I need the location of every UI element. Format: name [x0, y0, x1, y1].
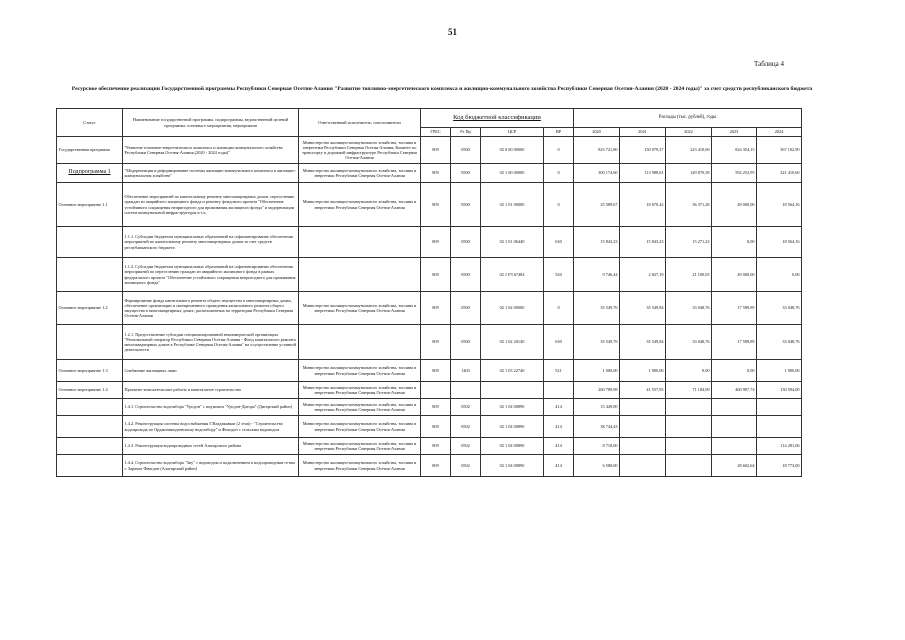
document-title: Ресурсное обеспечение реализации Государственной программы Республики Северная Осетия-Алания "Развитие топливно-энергетического комплекса и жилищно-коммунального хозяйства Республики Северная Осетия-Алания (2020 - 2024 годы)" за счет средств республиканского бюджета [71, 86, 813, 92]
row-2024: 18 773,00 [757, 455, 802, 477]
row-2022: 15 271,23 [666, 227, 712, 258]
table-row [57, 164, 802, 183]
row-grbs: 809 [421, 183, 451, 227]
row-csr [481, 382, 544, 399]
row-2022 [666, 455, 712, 477]
row-2021: 41 557,95 [620, 382, 666, 399]
row-grbs: 809 [421, 164, 451, 183]
header-budget-classification: Код бюджетной классификации [421, 109, 574, 128]
row-2022: 223 410,69 [666, 137, 712, 164]
row-csr: 02 1 04 00890 [481, 416, 544, 438]
row-2024: 130 594,00 [757, 382, 802, 399]
table-row [57, 227, 802, 258]
row-rzpr: 0500 [451, 258, 481, 292]
row-grbs: 809 [421, 416, 451, 438]
row-status [57, 416, 123, 438]
table-label: Таблица 4 [754, 60, 784, 68]
row-status [57, 258, 123, 292]
row-name: 1.4.2. Реконструкция системы водоснабжения Г.Владикавказ (2 этап) - "Строительство водопровода по Орджоникидзевскому водозабору" и Фиагдон с сельским водоводом [123, 416, 299, 438]
header-2020: 2020 [574, 128, 620, 137]
row-csr: 02 0 00 00000 [481, 137, 544, 164]
row-2024: 1 000,00 [757, 360, 802, 382]
row-vr: 0 [544, 164, 574, 183]
row-2022: 0,00 [666, 360, 712, 382]
row-rzpr: 0502 [451, 438, 481, 455]
row-2021 [620, 416, 666, 438]
row-2021 [620, 455, 666, 477]
row-2021: 15 843,23 [620, 227, 666, 258]
row-2021 [620, 399, 666, 416]
row-executor: Министерство жилищно-коммунального хозяйства, топлива и энергетики Республики Северная Осетия-Алания [299, 183, 421, 227]
row-rzpr: 0502 [451, 416, 481, 438]
row-vr: 414 [544, 416, 574, 438]
row-grbs: 809 [421, 360, 451, 382]
row-2023 [712, 416, 757, 438]
row-2023: 460 987,74 [712, 382, 757, 399]
row-2023: 0,00 [712, 360, 757, 382]
header-2023: 2023 [712, 128, 757, 137]
header-2022: 2022 [666, 128, 712, 137]
row-executor: Министерство жилищно-коммунального хозяйства, топлива и энергетики Республики Северная Осетия-Алания [299, 164, 421, 183]
table-row [57, 258, 802, 292]
header-csr: ЦСР [481, 128, 544, 137]
row-rzpr: 0500 [451, 137, 481, 164]
row-2023: 592 253,95 [712, 164, 757, 183]
table-row [57, 137, 802, 164]
row-2020: 8 710,00 [574, 438, 620, 455]
row-rzpr: 0500 [451, 292, 481, 325]
row-2022: 36 371,28 [666, 183, 712, 227]
row-2020: 260 789,98 [574, 382, 620, 399]
row-2022: 21 100,05 [666, 258, 712, 292]
row-2023 [712, 438, 757, 455]
row-vr: 0 [544, 292, 574, 325]
row-2020: 25 589,67 [574, 183, 620, 227]
header-vr: ВР [544, 128, 574, 137]
row-executor: Министерство жилищно-коммунального хозяйства, топлива и энергетики Республики Северная Осетия-Алания [299, 399, 421, 416]
row-grbs: 809 [421, 258, 451, 292]
row-2021: 113 988,61 [620, 164, 666, 183]
row-2024: 18 564,16 [757, 227, 802, 258]
row-status: Государственная программа [57, 137, 123, 164]
row-grbs: 809 [421, 438, 451, 455]
row-vr: 414 [544, 438, 574, 455]
row-executor: Министерство жилищно-коммунального хозяйства, топлива и энергетики Республики Северная Осетия-Алания; Комитет по транспорту и дорожной инфраструктуре Республики Северная Осетия-Алания [299, 137, 421, 164]
row-2020: 38 744,43 [574, 416, 620, 438]
row-2024: 114 281,06 [757, 438, 802, 455]
row-2024 [757, 399, 802, 416]
row-vr: 520 [544, 258, 574, 292]
row-2022: 33 048,76 [666, 292, 712, 325]
row-grbs: 809 [421, 399, 451, 416]
row-status: Основное мероприятие 1.3 [57, 360, 123, 382]
row-2020: 35 549,76 [574, 292, 620, 325]
table-row [57, 325, 802, 360]
row-2023: 17 589,89 [712, 292, 757, 325]
row-executor: Министерство жилищно-коммунального хозяйства, топлива и энергетики Республики Северная Осетия-Алания [299, 360, 421, 382]
row-2020: 35 549,76 [574, 325, 620, 360]
resource-table [56, 108, 802, 477]
row-status: Основное мероприятие 1.4 [57, 382, 123, 399]
row-2022 [666, 399, 712, 416]
row-csr: 02 1 04 00890 [481, 455, 544, 477]
row-2024: 367 102,90 [757, 137, 802, 164]
row-2024: 321 410,60 [757, 164, 802, 183]
row-name: Проектно-изыскательские работы и капитальное строительство [123, 382, 299, 399]
row-2022 [666, 438, 712, 455]
header-status: Статус [57, 109, 123, 137]
row-2024: 33 048,76 [757, 325, 802, 360]
row-csr: 02 1 02 20140 [481, 325, 544, 360]
row-2020: 300 174,60 [574, 164, 620, 183]
row-rzpr: 0502 [451, 399, 481, 416]
row-name: 1.4.3. Реконструкция водопроводных сетей Алагирского района [123, 438, 299, 455]
row-vr: 630 [544, 325, 574, 360]
row-csr: 02 1 04 00890 [481, 399, 544, 416]
row-grbs: 809 [421, 455, 451, 477]
row-2021: 18 670,42 [620, 183, 666, 227]
row-vr: 630 [544, 227, 574, 258]
row-2022: 33 048,76 [666, 325, 712, 360]
row-vr: 0 [544, 137, 574, 164]
row-vr [544, 382, 574, 399]
row-2023: 17 589,89 [712, 325, 757, 360]
row-name: 1.1.2. Субсидии бюджетам муниципальных образований на софинансирование обеспечения мероприятий по переселению граждан из аварийного жилищного фонда в рамках федерального проекта "Обеспечение устойчивого сокращения непригодного для проживания жилищного фонда" [123, 258, 299, 292]
header-name: Наименование государственной программы, подпрограммы, ведомственной целевой программы, основного мероприятия, мероприятия [123, 109, 299, 137]
row-executor: Министерство жилищно-коммунального хозяйства, топлива и энергетики Республики Северная Осетия-Алания [299, 438, 421, 455]
row-name: "Развитие топливно-энергетического комплекса и жилищно-коммунального хозяйства Республики Северная Осетия-Алания (2020 - 2024 годы)" [123, 137, 299, 164]
header-grbs: ГРБС [421, 128, 451, 137]
table-row [57, 455, 802, 477]
row-rzpr: 0500 [451, 183, 481, 227]
header-2024: 2024 [757, 128, 802, 137]
row-2024 [757, 416, 802, 438]
header-executor: Ответственный исполнитель, соисполнители [299, 109, 421, 137]
row-name: 1.4.1. Строительство водозабора "Урсдон" с подъемом "Урсдон-Дигора" (Дигорский район) [123, 399, 299, 416]
row-2020: 15 843,23 [574, 227, 620, 258]
table-row [57, 360, 802, 382]
row-status: Основное мероприятие 1.2 [57, 292, 123, 325]
row-name: Снабжение жилищных ламп [123, 360, 299, 382]
row-2021: 2 827,19 [620, 258, 666, 292]
row-executor [299, 258, 421, 292]
row-2023: 28 602,64 [712, 455, 757, 477]
row-2024: 0,00 [757, 258, 802, 292]
table-row [57, 438, 802, 455]
row-csr: 02 1 03 22740 [481, 360, 544, 382]
header-2021: 2021 [620, 128, 666, 137]
row-grbs: 809 [421, 292, 451, 325]
row-csr: 02 1 04 00890 [481, 438, 544, 455]
row-status [57, 399, 123, 416]
row-executor: Министерство жилищно-коммунального хозяйства, топлива и энергетики Республики Северная Осетия-Алания [299, 292, 421, 325]
row-2021: 35 549,84 [620, 325, 666, 360]
row-2023: 824 354,15 [712, 137, 757, 164]
table-row [57, 382, 802, 399]
row-csr: 02 1 F3 67484 [481, 258, 544, 292]
row-name: 1.4.4. Строительство водозабора "Зиу" с водоводом и подключением к водопроводным сетям г. Зарамаг Фиагдон (Алагирский район) [123, 455, 299, 477]
row-status: Основное мероприятие 1.1 [57, 183, 123, 227]
row-rzpr [451, 382, 481, 399]
row-name: 1.1.1. Субсидии бюджетам муниципальных образований на софинансирование обеспечения мероприятий по капитальному ремонту многоквартирных домов за счет средств республиканского бюджета [123, 227, 299, 258]
row-2020: 9 746,44 [574, 258, 620, 292]
row-executor [299, 227, 421, 258]
row-status [57, 455, 123, 477]
row-grbs [421, 382, 451, 399]
row-2021: 1 000,00 [620, 360, 666, 382]
header-expenses: Расходы (тыс. рублей), годы [574, 109, 802, 128]
row-executor: Министерство жилищно-коммунального хозяйства, топлива и энергетики Республики Северная Осетия-Алания [299, 382, 421, 399]
row-rzpr: 0502 [451, 455, 481, 477]
row-2022 [666, 416, 712, 438]
table-row [57, 416, 802, 438]
row-2021 [620, 438, 666, 455]
row-2020: 15 449,00 [574, 399, 620, 416]
row-2020: 823 721,80 [574, 137, 620, 164]
row-vr: 414 [544, 455, 574, 477]
row-executor: Министерство жилищно-коммунального хозяйства, топлива и энергетики Республики Северная Осетия-Алания [299, 455, 421, 477]
row-2023: 0,00 [712, 227, 757, 258]
row-executor [299, 325, 421, 360]
row-csr: 02 1 01 06440 [481, 227, 544, 258]
table-row [57, 183, 802, 227]
row-2023: 49 000,00 [712, 183, 757, 227]
row-2022: 71 184,09 [666, 382, 712, 399]
row-status [57, 227, 123, 258]
row-csr: 02 1 00 00000 [481, 164, 544, 183]
row-2020: 1 000,00 [574, 360, 620, 382]
row-2023: 49 000,00 [712, 258, 757, 292]
row-grbs: 809 [421, 137, 451, 164]
table-row [57, 292, 802, 325]
row-2021: 150 079,37 [620, 137, 666, 164]
row-vr: 521 [544, 360, 574, 382]
row-status [57, 325, 123, 360]
row-grbs: 809 [421, 227, 451, 258]
row-rzpr: 0500 [451, 325, 481, 360]
header-rzpr: Рз Пр [451, 128, 481, 137]
row-2022: 149 870,58 [666, 164, 712, 183]
row-status: Подпрограмма 1 [57, 164, 123, 183]
row-vr: 0 [544, 183, 574, 227]
row-rzpr: 1403 [451, 360, 481, 382]
row-name: "Модернизация и реформирование системы жилищно-коммунального комплекса в жилищно-коммунальном хозяйстве" [123, 164, 299, 183]
row-2020: 6 580,00 [574, 455, 620, 477]
row-name: Обеспечение мероприятий по капитальному ремонту многоквартирных домов, переселению граждан из аварийного жилищного фонда и ремонту фондового проекта "Обеспечение устойчивого сокращения непригодного для проживания жилищного фонда" и модернизации систем коммунальной инфраструктуры в т.ч. [123, 183, 299, 227]
row-2023 [712, 399, 757, 416]
row-executor: Министерство жилищно-коммунального хозяйства, топлива и энергетики Республики Северная Осетия-Алания [299, 416, 421, 438]
row-rzpr: 0500 [451, 164, 481, 183]
row-2024: 18 564,16 [757, 183, 802, 227]
row-2024: 33 048,76 [757, 292, 802, 325]
row-grbs: 809 [421, 325, 451, 360]
row-name: Формирование фонда капитального ремонта общего имущества в многоквартирных домах, обеспечение организации и своевременного проведения капитального ремонта общего имущества в многоквартирных домах, расположенных на территории Республики Северная Осетия-Алания [123, 292, 299, 325]
row-csr: 02 1 02 00000 [481, 292, 544, 325]
row-csr: 02 1 01 00000 [481, 183, 544, 227]
row-name: 1.2.1. Предоставление субсидии специализированной некоммерческой организации "Региональный оператор Республики Северная Осетия-Алания - Фонд капитального ремонта многоквартирных домов в Республике Северная Осетия-Алания" на осуществление уставной деятельности [123, 325, 299, 360]
row-vr: 414 [544, 399, 574, 416]
table-row [57, 399, 802, 416]
page-number: 51 [448, 27, 457, 37]
row-status [57, 438, 123, 455]
row-2021: 35 549,84 [620, 292, 666, 325]
row-rzpr: 0500 [451, 227, 481, 258]
